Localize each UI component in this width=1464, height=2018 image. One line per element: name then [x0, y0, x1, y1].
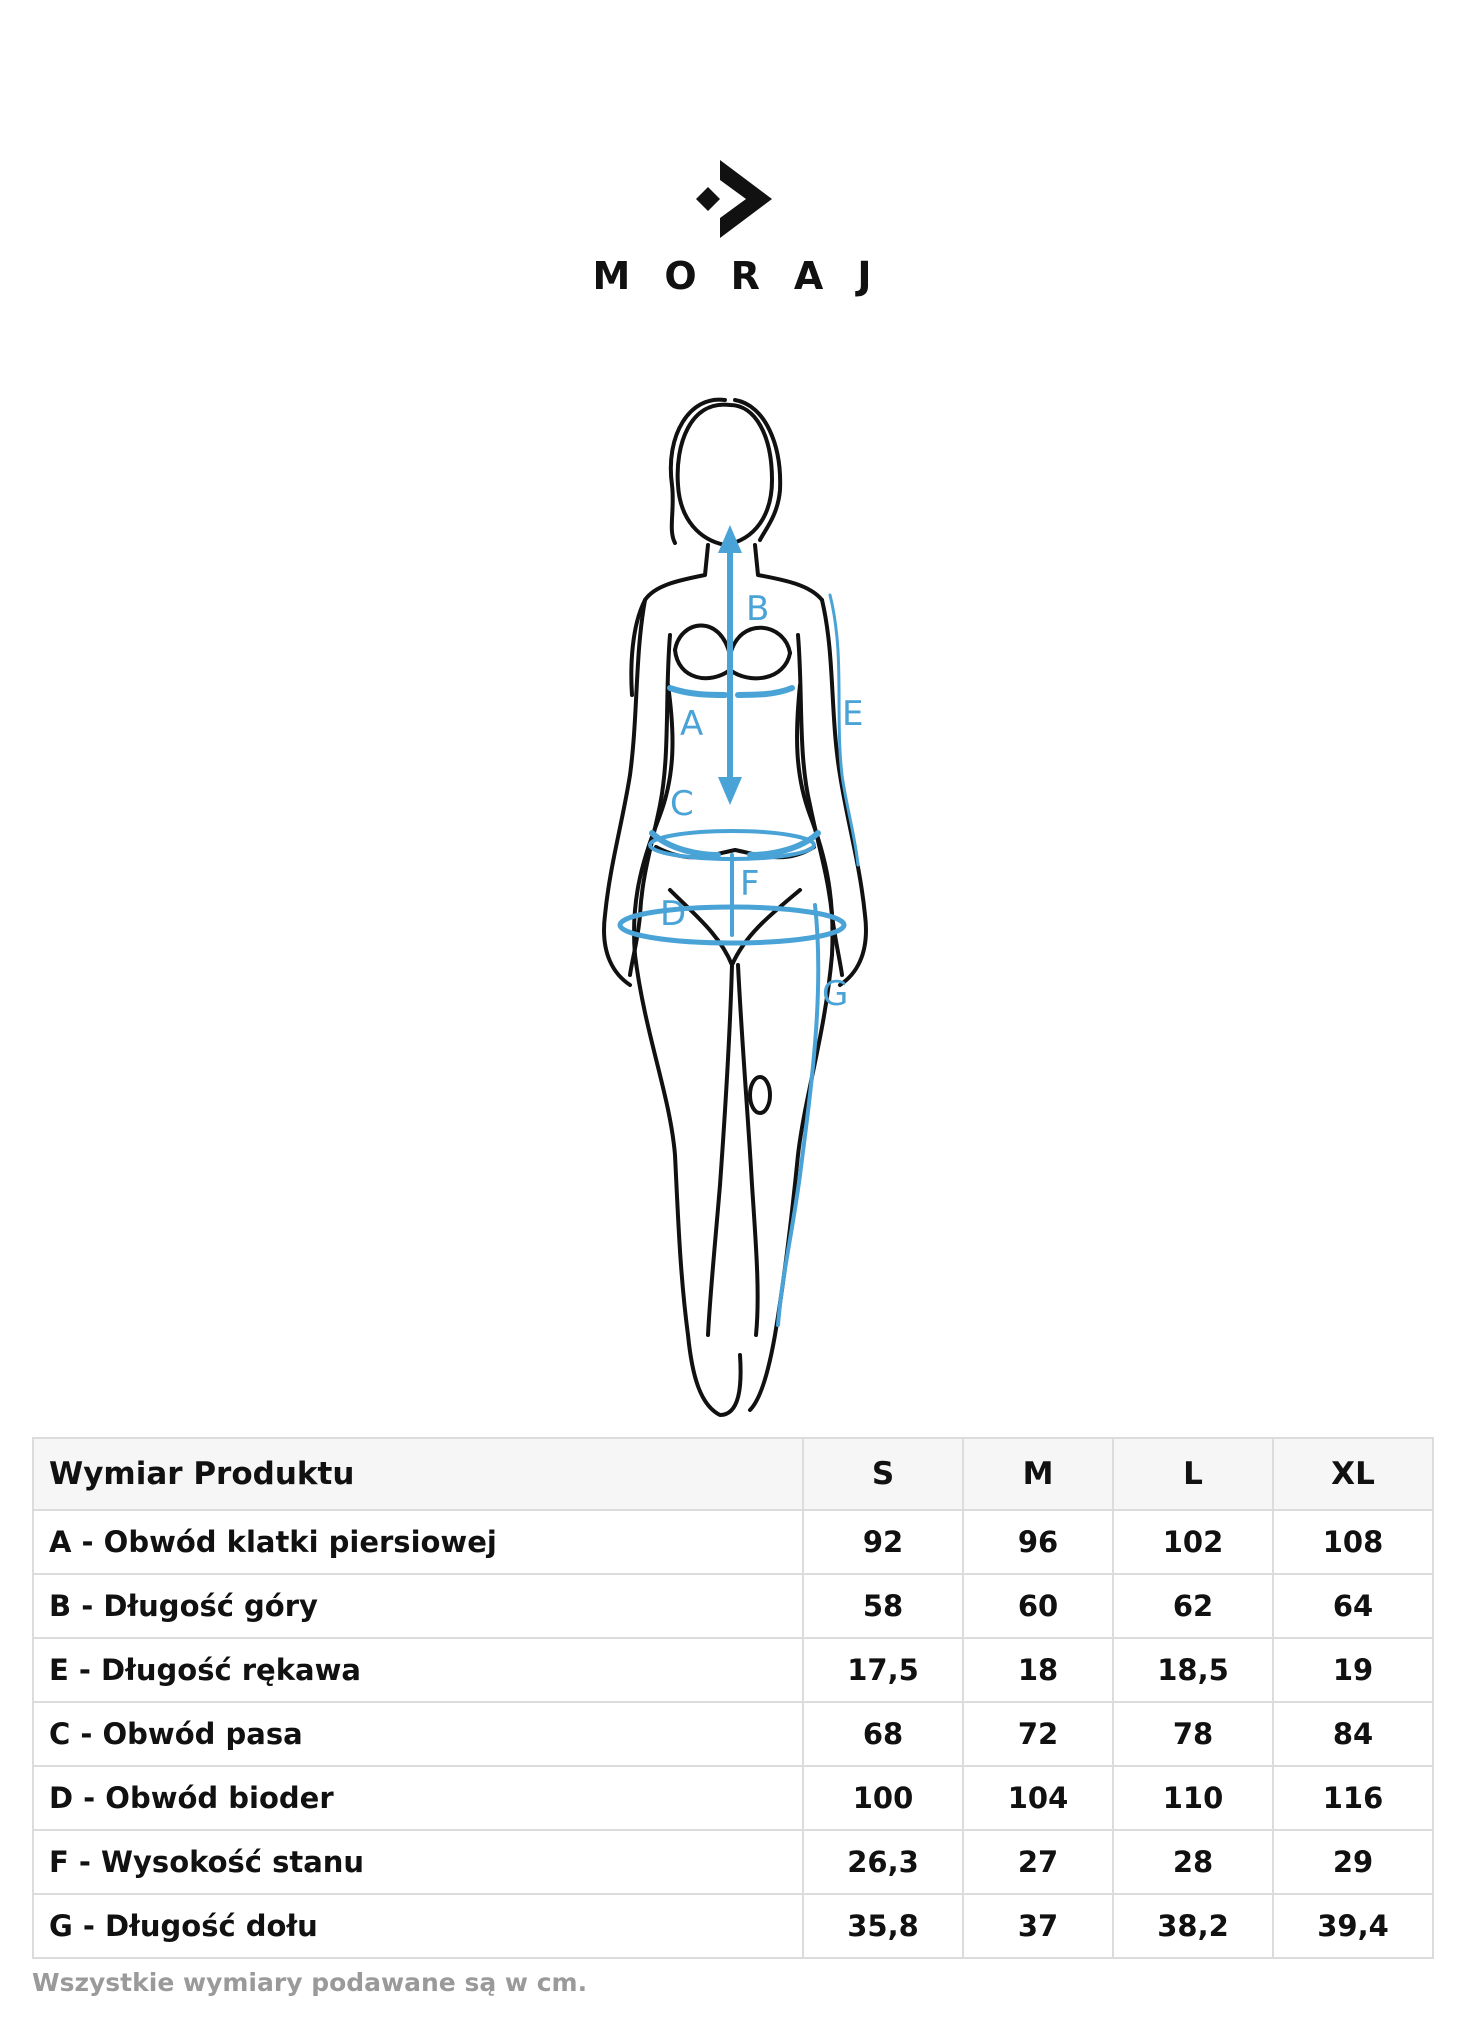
cell-value: 28 [1113, 1830, 1273, 1894]
cell-value: 19 [1273, 1638, 1433, 1702]
brand-name: MORAJ [592, 254, 906, 298]
cell-value: 37 [963, 1894, 1113, 1958]
label-e: E [842, 694, 864, 734]
header-size-xl: XL [1273, 1438, 1433, 1510]
label-g: G [822, 974, 849, 1014]
brand-mark-icon [692, 160, 772, 238]
size-table-header [33, 1438, 1433, 1510]
cell-value: 62 [1113, 1574, 1273, 1638]
cell-value: 26,3 [803, 1830, 963, 1894]
table-row [33, 1894, 1433, 1958]
cell-value: 68 [803, 1702, 963, 1766]
header-size-s: S [803, 1438, 963, 1510]
cell-value: 72 [963, 1702, 1113, 1766]
label-b: B [746, 589, 770, 629]
header-size-l: L [1113, 1438, 1273, 1510]
cell-value: 29 [1273, 1830, 1433, 1894]
cell-value: 92 [803, 1510, 963, 1574]
table-row [33, 1830, 1433, 1894]
row-label: A - Obwód klatki piersiowej [33, 1510, 803, 1574]
row-label: D - Obwód bioder [33, 1766, 803, 1830]
table-row [33, 1574, 1433, 1638]
cell-value: 110 [1113, 1766, 1273, 1830]
label-f: F [740, 864, 760, 904]
label-c: C [670, 784, 694, 824]
cell-value: 58 [803, 1574, 963, 1638]
cell-value: 100 [803, 1766, 963, 1830]
table-row [33, 1766, 1433, 1830]
table-row [33, 1638, 1433, 1702]
cell-value: 108 [1273, 1510, 1433, 1574]
table-row [33, 1702, 1433, 1766]
row-label: C - Obwód pasa [33, 1702, 803, 1766]
cell-value: 116 [1273, 1766, 1433, 1830]
label-a: A [680, 704, 704, 744]
row-label: G - Długość dołu [33, 1894, 803, 1958]
cell-value: 102 [1113, 1510, 1273, 1574]
cell-value: 35,8 [803, 1894, 963, 1958]
cell-value: 78 [1113, 1702, 1273, 1766]
header-dimension: Wymiar Produktu [33, 1438, 803, 1510]
row-label: E - Długość rękawa [33, 1638, 803, 1702]
cell-value: 17,5 [803, 1638, 963, 1702]
row-label: B - Długość góry [33, 1574, 803, 1638]
table-row [33, 1510, 1433, 1574]
cell-value: 60 [963, 1574, 1113, 1638]
row-label: F - Wysokość stanu [33, 1830, 803, 1894]
cell-value: 84 [1273, 1702, 1433, 1766]
cell-value: 38,2 [1113, 1894, 1273, 1958]
cell-value: 39,4 [1273, 1894, 1433, 1958]
cell-value: 18,5 [1113, 1638, 1273, 1702]
cell-value: 96 [963, 1510, 1113, 1574]
units-footnote: Wszystkie wymiary podawane są w cm. [32, 1968, 588, 1997]
body-measurement-diagram [560, 395, 920, 1425]
header-size-m: M [963, 1438, 1113, 1510]
cell-value: 18 [963, 1638, 1113, 1702]
brand-logo [0, 160, 1464, 298]
cell-value: 27 [963, 1830, 1113, 1894]
size-table [32, 1437, 1434, 1959]
cell-value: 64 [1273, 1574, 1433, 1638]
label-d: D [660, 894, 687, 934]
cell-value: 104 [963, 1766, 1113, 1830]
